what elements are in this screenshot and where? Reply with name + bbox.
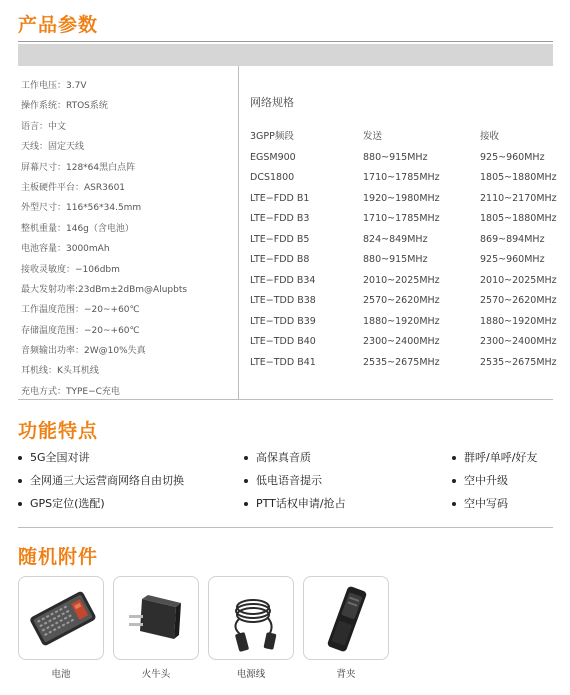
tx-cell: 1880~1920MHz (363, 315, 440, 327)
band-cell: LTE−FDD B34 (250, 274, 316, 286)
accessory-label-battery: 电池 (51, 669, 71, 680)
tx-cell: 2300~2400MHz (363, 336, 440, 347)
band-cell: EGSM900 (250, 151, 296, 163)
table-row (250, 332, 555, 353)
rx-cell: 2300~2400MHz (480, 336, 557, 347)
param-row: 主板硬件平台：ASR3601 (21, 182, 126, 193)
param-row: 电池容量：3000mAh (21, 244, 110, 255)
table-row (250, 209, 555, 230)
table-row (250, 271, 555, 292)
rx-cell: 925~960MHz (480, 254, 545, 265)
battery-icon (19, 577, 105, 661)
feature-label: GPS定位(选配) (30, 497, 105, 510)
band-cell: LTE−FDD B3 (250, 213, 310, 224)
param-row: 操作系统：RTOS系统 (21, 101, 108, 112)
header-tx: 发送 (363, 131, 383, 142)
cable-icon (209, 577, 295, 661)
features-divider (18, 527, 553, 528)
tx-cell: 824~849MHz (363, 233, 428, 245)
param-row: 语言：中文 (21, 121, 67, 132)
params-list (18, 66, 238, 399)
band-cell: LTE−TDD B41 (250, 356, 316, 368)
network-spec-title: 网络规格 (250, 96, 294, 109)
feature-label: 空中写码 (464, 497, 508, 510)
param-row: 工作电压：3.7V (21, 81, 87, 91)
band-cell: LTE−TDD B38 (250, 295, 316, 306)
feature-label: 群呼/单呼/好友 (464, 451, 538, 464)
features-section-title: 功能特点 (18, 420, 99, 442)
param-row: 天线：固定天线 (21, 142, 85, 153)
band-cell: LTE−TDD B40 (250, 336, 316, 347)
header-band: 3GPP频段 (250, 131, 294, 142)
feature-label: PTT话权申请/抢占 (256, 497, 346, 510)
rx-cell: 2010~2025MHz (480, 274, 557, 286)
bullet-icon (18, 456, 22, 460)
table-row (250, 312, 555, 333)
params-section-title: 产品参数 (18, 14, 99, 36)
bullet-icon (244, 502, 248, 506)
feature-label: 低电语音提示 (256, 474, 322, 487)
tx-cell: 1710~1785MHz (363, 172, 440, 183)
rx-cell: 1805~1880MHz (480, 172, 557, 183)
band-cell: LTE−FDD B8 (250, 254, 310, 265)
tx-cell: 2535~2675MHz (363, 356, 440, 368)
accessory-card-charger (113, 576, 199, 660)
accessories-section-title: 随机附件 (18, 546, 99, 568)
list-item (244, 469, 346, 492)
rx-cell: 869~894MHz (480, 233, 545, 245)
table-row (250, 250, 555, 271)
charger-icon (114, 577, 200, 661)
network-table-header (250, 127, 555, 148)
tx-cell: 2570~2620MHz (363, 295, 440, 306)
list-item (18, 492, 184, 515)
features-column-2 (244, 446, 346, 515)
table-row (250, 291, 555, 312)
band-cell: LTE−FDD B1 (250, 192, 310, 204)
param-row: 外型尺寸：116*56*34.5mm (21, 203, 142, 214)
params-bottom-divider (18, 399, 553, 400)
param-row: 耳机线：K头耳机线 (21, 366, 99, 377)
header-rx: 接收 (480, 131, 500, 142)
list-item (244, 446, 346, 469)
tx-cell: 1710~1785MHz (363, 213, 440, 224)
table-row (250, 353, 555, 374)
table-row (250, 168, 555, 189)
list-item (452, 446, 537, 469)
belt-clip-icon (304, 577, 390, 661)
bullet-icon (244, 456, 248, 460)
bullet-icon (18, 479, 22, 483)
band-cell: LTE−FDD B5 (250, 233, 310, 245)
list-item (452, 469, 537, 492)
bullet-icon (244, 479, 248, 483)
table-row (250, 189, 555, 210)
table-row (250, 230, 555, 251)
accessory-card-battery (18, 576, 104, 660)
list-item (452, 492, 537, 515)
rx-cell: 2570~2620MHz (480, 295, 557, 306)
accessory-card-cable (208, 576, 294, 660)
tx-cell: 2010~2025MHz (363, 274, 440, 286)
bullet-icon (452, 456, 456, 460)
param-row: 最大发射功率:23dBm±2dBm@Alupbts (21, 284, 188, 295)
param-row: 音频输出功率：2W@10%失真 (21, 346, 146, 357)
tx-cell: 880~915MHz (363, 254, 428, 265)
accessory-label-belt-clip: 背夹 (336, 669, 356, 680)
rx-cell: 2110~2170MHz (480, 192, 557, 204)
rx-cell: 1880~1920MHz (480, 315, 557, 327)
network-spec-table (250, 127, 555, 373)
list-item (18, 446, 184, 469)
band-cell: DCS1800 (250, 172, 295, 183)
bullet-icon (452, 479, 456, 483)
accessory-label-cable: 电源线 (236, 669, 266, 680)
rx-cell: 1805~1880MHz (480, 213, 557, 224)
bullet-icon (452, 502, 456, 506)
features-column-3 (452, 446, 537, 515)
features-column-1 (18, 446, 184, 515)
accessory-card-belt-clip (303, 576, 389, 660)
rx-cell: 2535~2675MHz (480, 356, 557, 368)
feature-label: 高保真音质 (256, 451, 311, 464)
tx-cell: 880~915MHz (363, 151, 428, 163)
accessory-label-charger: 火牛头 (141, 669, 171, 680)
param-row: 工作温度范围：−20~+60℃ (21, 305, 140, 316)
table-row (250, 148, 555, 169)
param-row: 屏幕尺寸：128*64黑白点阵 (21, 162, 136, 173)
feature-label: 空中升级 (464, 474, 508, 487)
params-header-bar (18, 44, 553, 66)
rx-cell: 925~960MHz (480, 151, 545, 163)
param-row: 接收灵敏度：−106dbm (21, 264, 120, 275)
bullet-icon (18, 502, 22, 506)
param-row: 存储温度范围：−20~+60℃ (21, 325, 140, 336)
param-row: 充电方式：TYPE−C充电 (21, 386, 120, 397)
params-title-divider (18, 41, 553, 42)
list-item (18, 469, 184, 492)
band-cell: LTE−TDD B39 (250, 315, 316, 327)
list-item (244, 492, 346, 515)
feature-label: 5G全国对讲 (30, 451, 90, 464)
tx-cell: 1920~1980MHz (363, 192, 440, 204)
feature-label: 全网通三大运营商网络自由切换 (30, 474, 184, 487)
param-row: 整机重量：146g（含电池） (21, 223, 134, 234)
params-column-divider (238, 66, 239, 399)
